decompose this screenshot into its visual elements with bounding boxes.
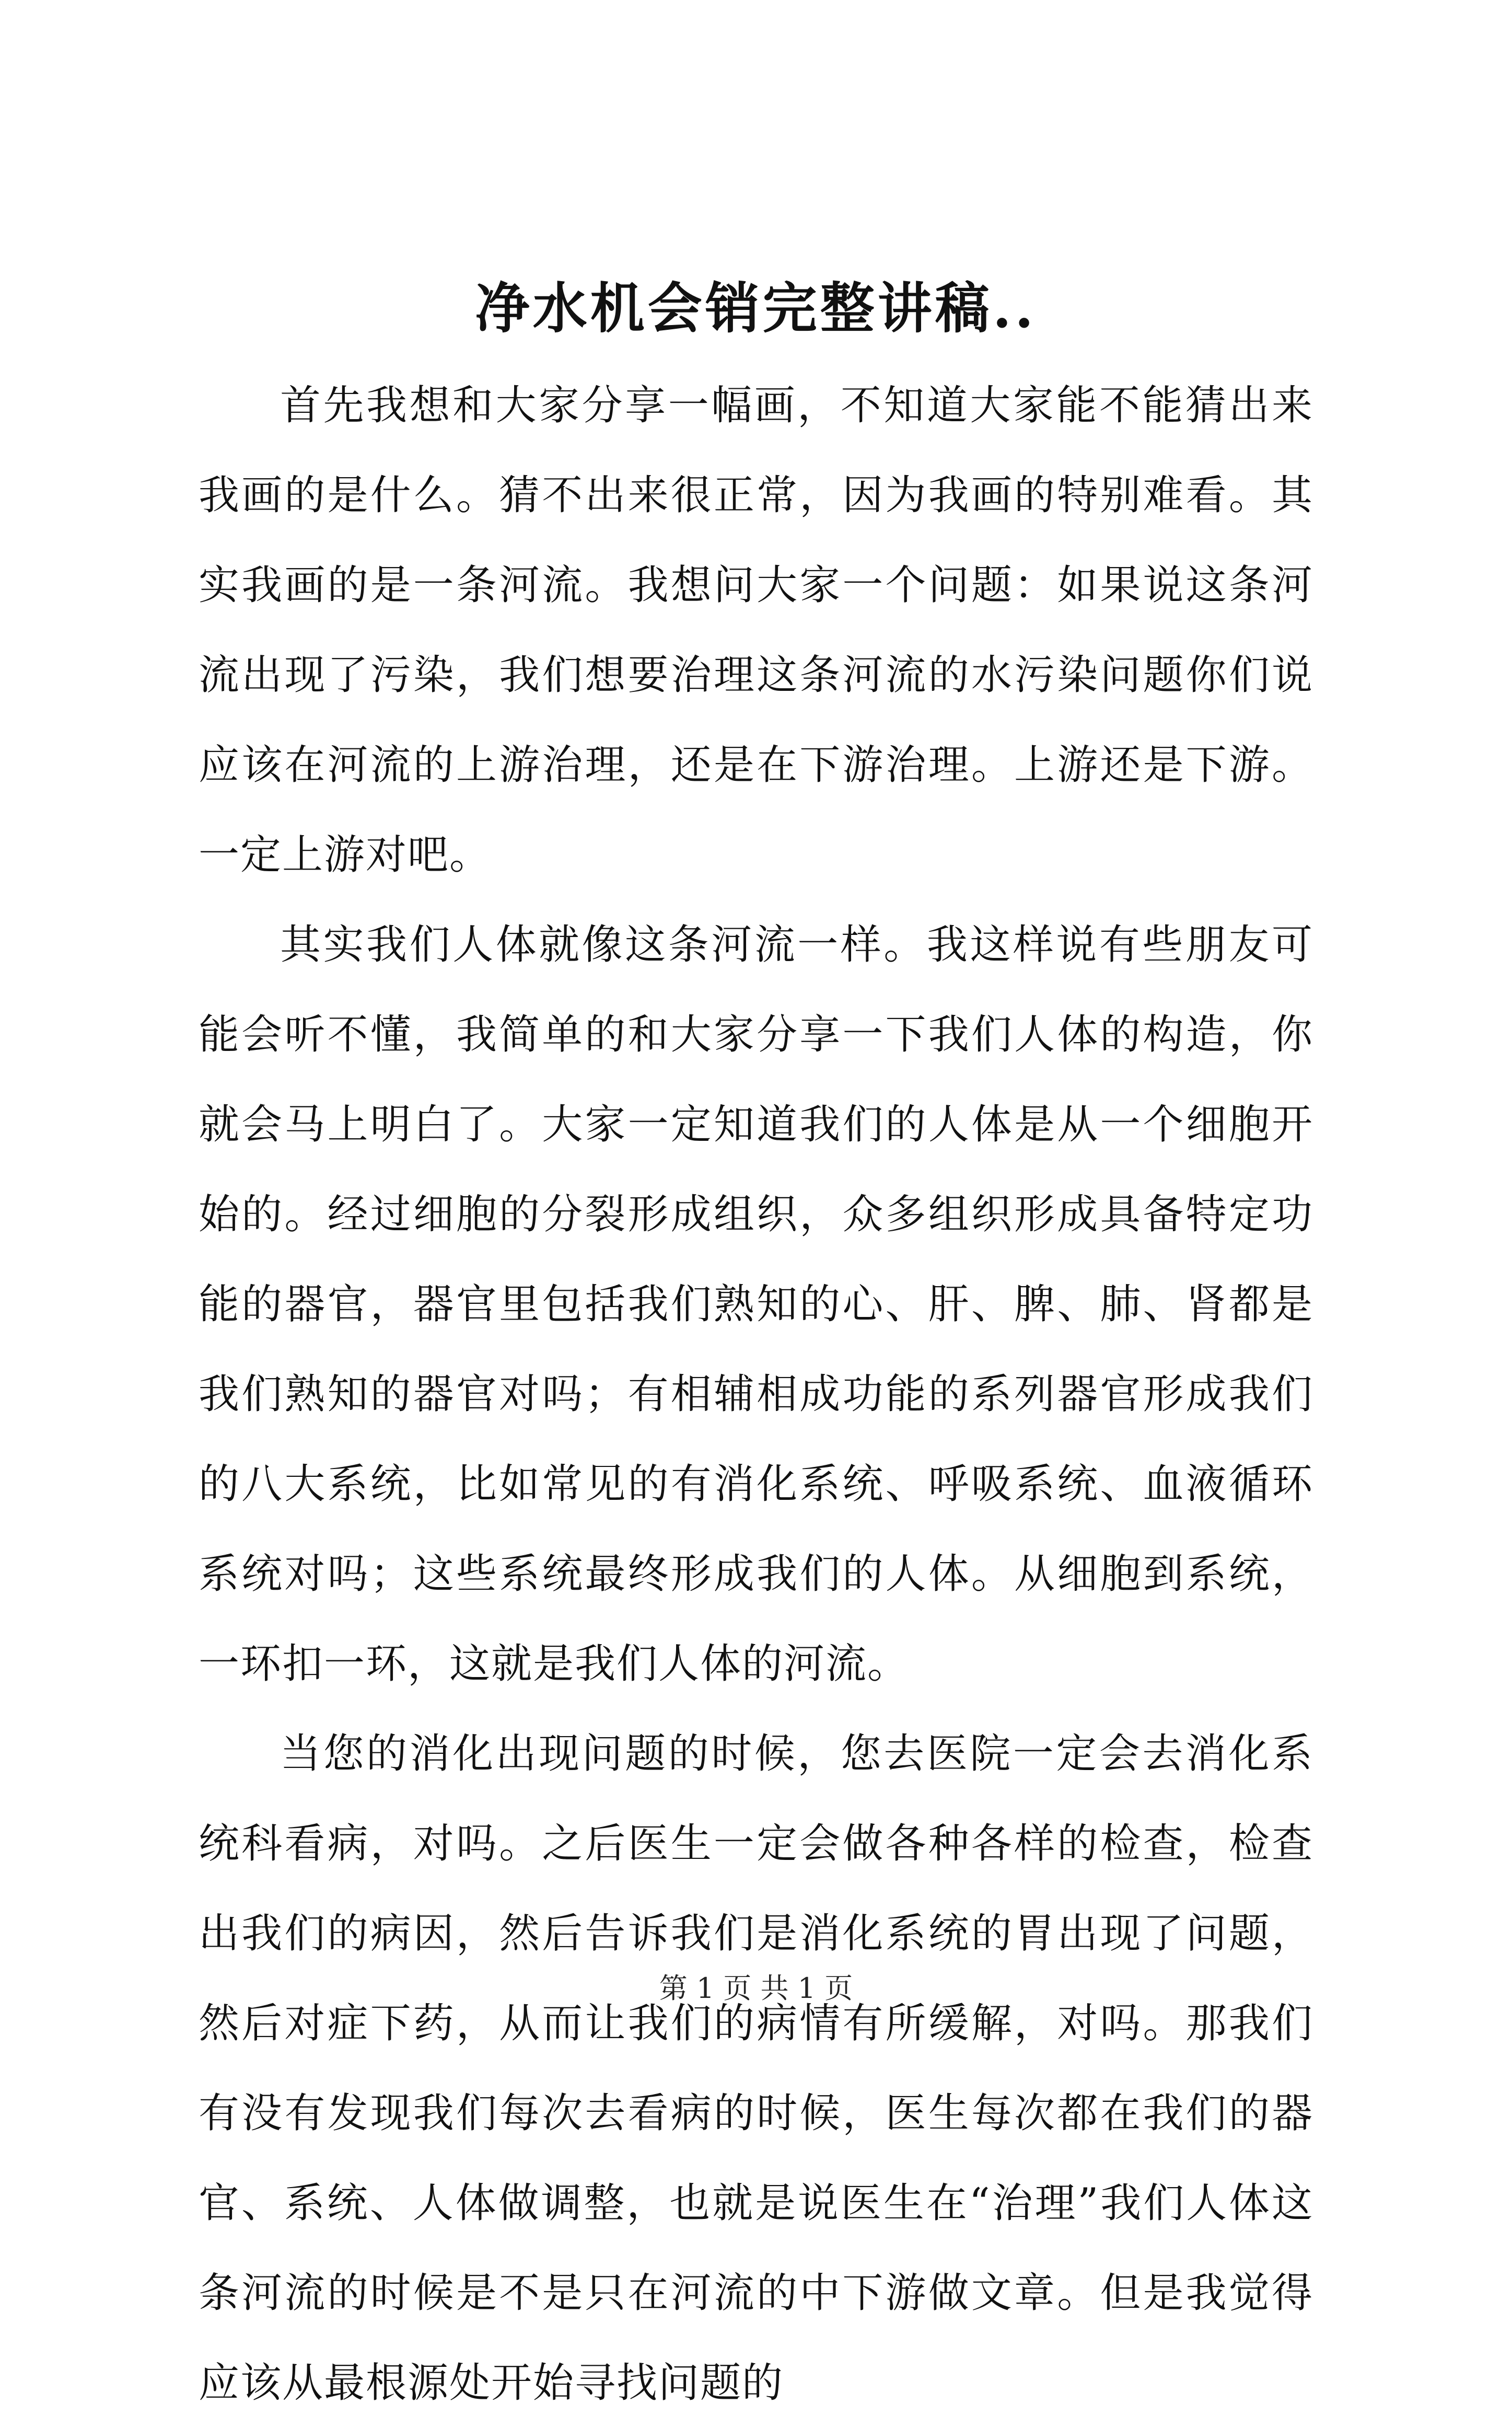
paragraph-1: 首先我想和大家分享一幅画，不知道大家能不能猜出来我画的是什么。猜不出来很正常，因为我画的特别难看。其实我画的是一条河流。我想问大家一个问题：如果说这条河流出现了污染，我们想要治理这条河流的水污染问题你们说应该在河流的上游治理，还是在下游治理。上游还是下游。一定上游对吧。	[199, 382, 1313, 878]
page-footer: 第 1 页 共 1 页	[659, 1972, 853, 2005]
paragraph-3: 当您的消化出现问题的时候，您去医院一定会去消化系统科看病，对吗。之后医生一定会做各种各样的检查，检查出我们的病因，然后告诉我们是消化系统的胃出现了问题，然后对症下药，从而让我们的病情有所缓解，对吗。那我们有没有发现我们每次去看病的时候，医生每次都在我们的器官、系统、人体做调整，也就是说医生在“治理”我们人体这条河流的时候是不是只在河流的中下游做文章。但是我觉得应该从最根源处开始寻找问题的	[199, 1730, 1313, 2407]
document-body	[199, 361, 1313, 2428]
paragraph-2: 其实我们人体就像这条河流一样。我这样说有些朋友可能会听不懂，我简单的和大家分享一下我们人体的构造，你就会马上明白了。大家一定知道我们的人体是从一个细胞开始的。经过细胞的分裂形成组织，众多组织形成具备特定功能的器官，器官里包括我们熟知的心、肝、脾、肺、肾都是我们熟知的器官对吗；有相辅相成功能的系列器官形成我们的八大系统，比如常见的有消化系统、呼吸系统、血液循环系统对吗；这些系统最终形成我们的人体。从细胞到系统，一环扣一环，这就是我们人体的河流。	[199, 921, 1313, 1687]
document-title: 净水机会销完整讲稿..	[475, 276, 1037, 340]
